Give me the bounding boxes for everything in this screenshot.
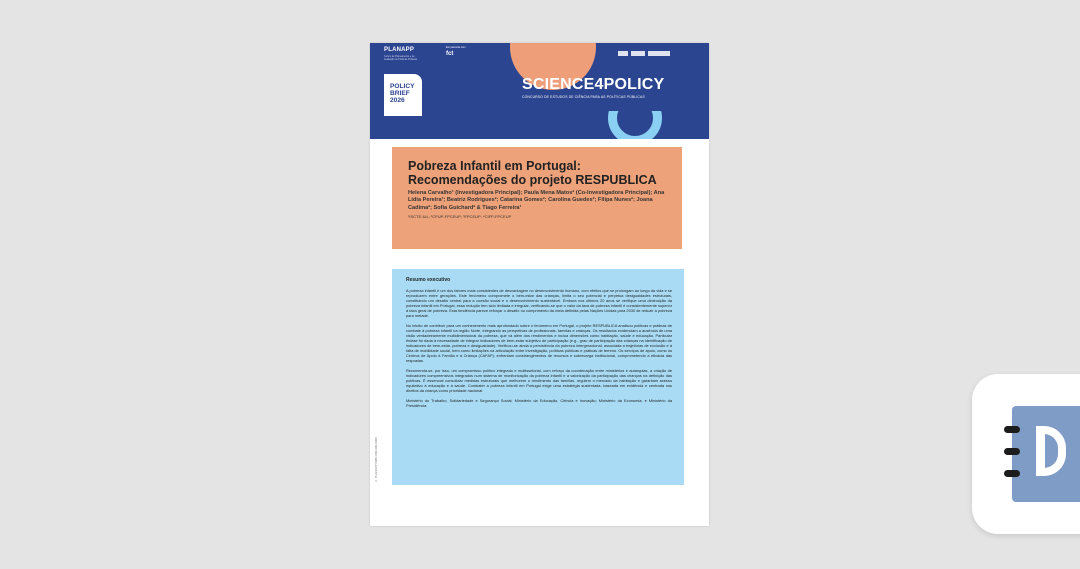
- eu-logo: [648, 51, 670, 56]
- summary-paragraph: A pobreza infantil é um dos fatores mais consistentes de desvantagem no desenvolvimento humano, com efeitos que se prolongam ao longo da vida e se reproduzem entre gerações. Este fenómeno compromete o bem-estar das crianças, limita o seu potencial e perpetua desigualdades estruturais, constituindo um desafio central para a coesão social e o desenvolvimento sustentável. Embora nos últimos 20 anos se verifique uma diminuição da pobreza infantil em Portugal, essa redução tem sido limitada e irregular, verificando-se que o valor da taxa de pobreza infantil é consistentemente superior à taxa geral de pobreza. Esta tendência parece reforçar o desafio no cumprimento da meta definida pelas Nações Unidas para 2030 de reduzir a pobreza para metade.: [406, 288, 673, 318]
- republica-logo: [631, 51, 645, 56]
- summary-paragraph: No intuito de contribuir para um conhecimento mais aprofundado sobre o fenómeno em Portugal, o projeto RESPUBLICA analisou políticas e práticas de combate à pobreza infantil na região Norte, integrando as perspetivas de profissionais, famílias e crianças. Os resultados evidenciam a ausência de uma visão verdadeiramente multidimensional da pobreza, que vá além dos rendimentos e inclua dimensões como habitação, saúde e educação. Particular ênfase foi dada à necessidade de integrar indicadores de bem-estar subjetivo de participação (e.g., grau de participação das crianças na identificação de indicadores de bem-estar, pobreza e desigualdade). Verificou-se ainda a persistência da pobreza intergeracional, associada a trajetórias de exclusão e à falta de mobilidade social, bem como limitações na articulação entre investigação, políticas públicas e práticas de terreno. Os serviços de apoio, como os Centros de Apoio à Família e à Criança (CAFAP), enfrentam constrangimentos de recursos e sobrecarga institucional, comprometendo a eficácia das respostas.: [406, 323, 672, 363]
- authors: Helena Carvalho¹ (Investigadora Principal); Paula Mena Matos² (Co-Investigadora Principal); Ana Lídia Pereira³; Beatriz Rodrigues²; Catarina Gomes²; Carolina Guedes²; Filipa Nunes²; Joana Cadima²; Sofia Guichard² & Tiago Ferreira¹: [408, 190, 665, 211]
- program-subtitle: CONCURSO DE ESTUDOS DE CIÊNCIA PARA AS POLÍTICAS PÚBLICAS: [522, 95, 645, 99]
- summary-paragraph: Ministério do Trabalho, Solidariedade e Segurança Social; Ministério da Educação, Ciência e Inovação; Ministério da Economia; e Ministério da Presidência.: [406, 398, 672, 408]
- funding-logos: [618, 49, 704, 57]
- planapp-subtitle: Centro de Planeamento e de Avaliação de Políticas Públicas: [384, 55, 418, 61]
- title-block: [392, 147, 682, 249]
- notebook-ring-icon: [1004, 448, 1020, 455]
- executive-summary: [392, 269, 684, 485]
- partner-label: Em parceria com: [446, 46, 466, 49]
- prr-logo: [618, 51, 628, 56]
- program-title: SCIENCE4POLICY: [522, 76, 665, 93]
- isbn-note: © PLANAPP ISBN 000-000-0000: [374, 437, 378, 483]
- brief-title: Pobreza Infantil em Portugal: Recomendações do projeto RESPUBLICA: [408, 159, 657, 187]
- policy-brief-page: [370, 43, 709, 526]
- header-banner: [370, 43, 709, 139]
- notebook-app-icon[interactable]: [972, 374, 1080, 534]
- planapp-logo: PLANAPP: [384, 47, 415, 53]
- policy-brief-badge: POLICY BRIEF 2026: [384, 74, 422, 116]
- summary-paragraph: Recomenda-se, por isso, um compromisso político integrado e multissetorial, com reforço da coordenação entre ministérios e autarquias, a criação de indicadores compreensivos integrados num sistema de monitorização da pobreza infantil e a valorização da participação das crianças na definição das políticas. É essencial consolidar medidas estruturais que melhorem o rendimento das famílias, regulem o mercado da habitação e garantam acesso equitativo à educação e à saúde. Combater a pobreza infantil em Portugal exige uma estratégia sustentada, baseada em evidência e centrada nos direitos da criança como prioridade nacional.: [406, 368, 672, 393]
- fct-logo: fct: [446, 51, 454, 57]
- summary-heading: Resumo executivo: [406, 277, 451, 283]
- notebook-ring-icon: [1004, 426, 1020, 433]
- affiliations: ¹ISCTE-IUL; ²CPUP-FPCEUP; ³FPCEUP; ⁴CIFP-FPCEUP: [408, 214, 512, 220]
- notebook-ring-icon: [1004, 470, 1020, 477]
